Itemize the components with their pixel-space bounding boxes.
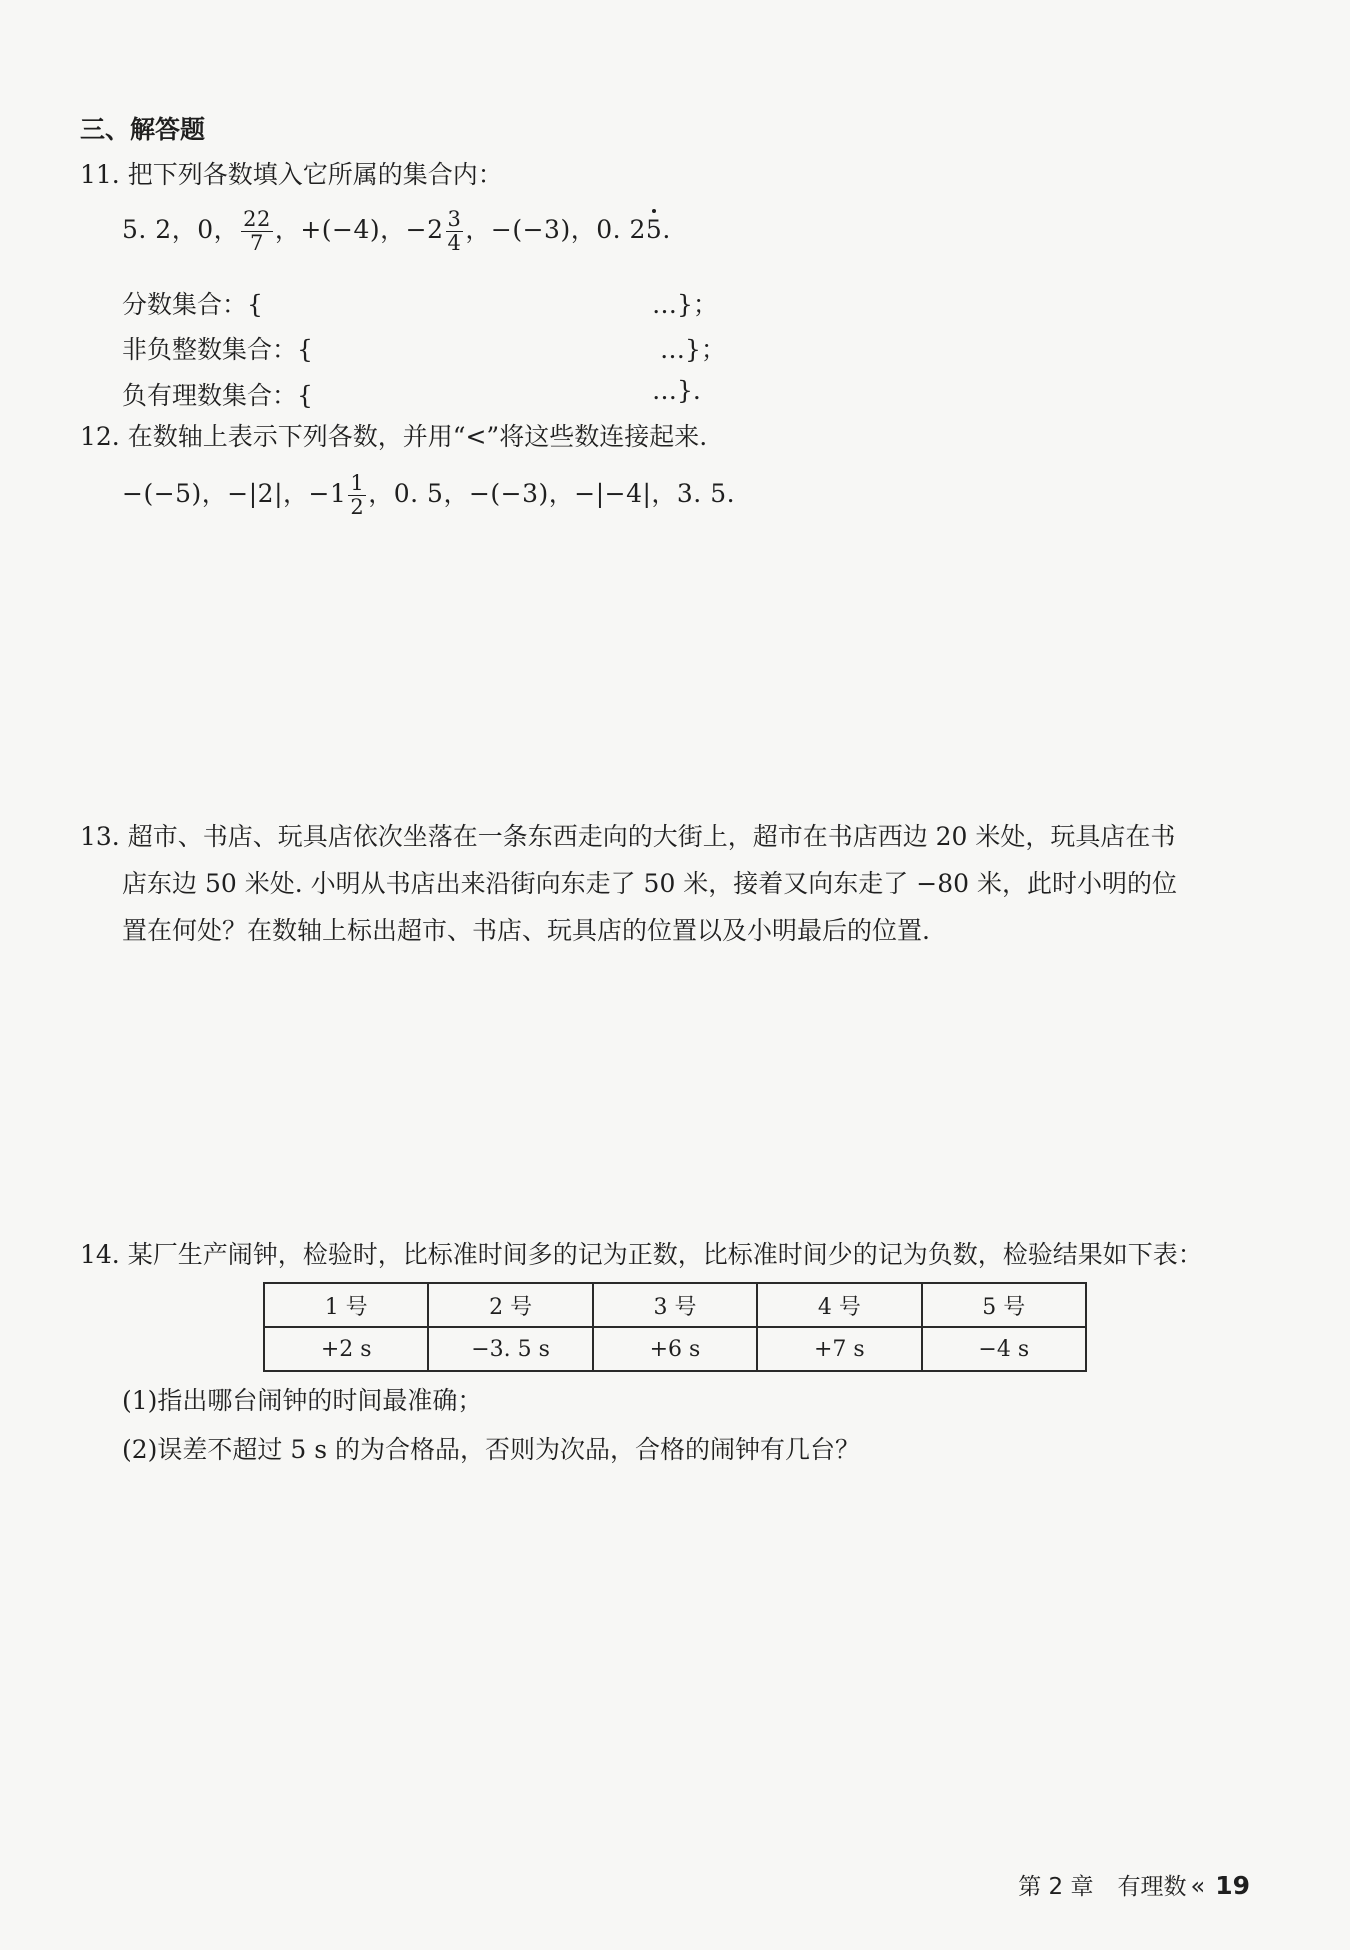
fraction-denominator: 4 <box>447 231 462 256</box>
question-13-line-2: 店东边 50 米处. 小明从书店出来沿街向东走了 50 米，接着又向东走了 −80 米，此时小明的位 <box>122 869 1177 898</box>
fraction-numerator: 1 <box>350 471 365 495</box>
repeating-digit: 5 <box>645 215 663 245</box>
question-12-prompt: 12. 在数轴上表示下列各数，并用“<”将这些数连接起来. <box>80 422 708 451</box>
q11-numbers-part-a: 5. 2，0， <box>122 215 240 245</box>
clock-inspection-table <box>263 1282 1087 1372</box>
table-value-cell: +7 s <box>757 1327 921 1371</box>
table-header-cell: 5 号 <box>922 1283 1086 1327</box>
question-11-numbers <box>122 208 671 255</box>
fraction-1-2 <box>348 472 366 519</box>
set-nonnegative-integer-label: 非负整数集合：{ <box>122 335 313 364</box>
question-14-prompt: 14. 某厂生产闹钟，检验时，比标准时间多的记为正数，比标准时间少的记为负数，检验结果如下表： <box>80 1240 1203 1269</box>
set-negative-rational-label: 负有理数集合：{ <box>122 381 313 410</box>
fraction-numerator: 22 <box>243 207 271 231</box>
table-header-cell: 1 号 <box>264 1283 428 1327</box>
question-11-prompt: 11. 把下列各数填入它所属的集合内： <box>80 160 503 189</box>
question-13-line-1: 13. 超市、书店、玩具店依次坐落在一条东西走向的大街上，超市在书店西边 20 米处，玩具店在书 <box>80 822 1176 851</box>
question-13-line-3: 置在何处？在数轴上标出超市、书店、玩具店的位置以及小明最后的位置. <box>122 916 930 945</box>
question-14-sub-2: (2)误差不超过 5 s 的为合格品，否则为次品，合格的闹钟有几台？ <box>122 1435 860 1464</box>
table-value-cell: +6 s <box>593 1327 757 1371</box>
fraction-22-7 <box>241 208 273 255</box>
table-value-cell: +2 s <box>264 1327 428 1371</box>
fraction-denominator: 2 <box>350 495 365 520</box>
table-value-cell: −4 s <box>922 1327 1086 1371</box>
footer-chapter: 第 2 章 <box>1018 1874 1094 1900</box>
footer-chapter-title: 有理数 <box>1117 1874 1187 1900</box>
page-footer <box>1018 1868 1250 1901</box>
fraction-3-4 <box>446 208 464 255</box>
table-value-row <box>264 1327 1086 1371</box>
q11-numbers-part-c: ，−(−3)，0. 2 <box>465 215 646 245</box>
set-negative-rational-end: …}. <box>652 376 701 405</box>
table-value-cell: −3. 5 s <box>428 1327 592 1371</box>
q12-numbers-part-a: −(−5)，−|2|，−1 <box>122 479 347 509</box>
q12-numbers-part-b: ，0. 5，−(−3)，−|−4|，3. 5. <box>368 479 736 509</box>
page-number: 19 <box>1215 1871 1250 1900</box>
set-fraction-end: …}； <box>652 290 718 319</box>
table-header-cell: 3 号 <box>593 1283 757 1327</box>
set-fraction-label: 分数集合：{ <box>122 290 263 319</box>
table-header-cell: 2 号 <box>428 1283 592 1327</box>
table-header-cell: 4 号 <box>757 1283 921 1327</box>
fraction-numerator: 3 <box>447 207 462 231</box>
fraction-denominator: 7 <box>250 231 264 256</box>
double-chevron-left-icon: « <box>1190 1872 1206 1900</box>
q11-numbers-part-b: ，+(−4)，−2 <box>274 215 444 245</box>
section-title: 三、解答题 <box>80 115 206 144</box>
question-12-numbers <box>122 472 735 519</box>
set-nonnegative-integer-end: …}； <box>660 335 726 364</box>
table-header-row <box>264 1283 1086 1327</box>
question-14-sub-1: (1)指出哪台闹钟的时间最准确； <box>122 1386 483 1415</box>
q11-numbers-end: . <box>662 215 671 245</box>
